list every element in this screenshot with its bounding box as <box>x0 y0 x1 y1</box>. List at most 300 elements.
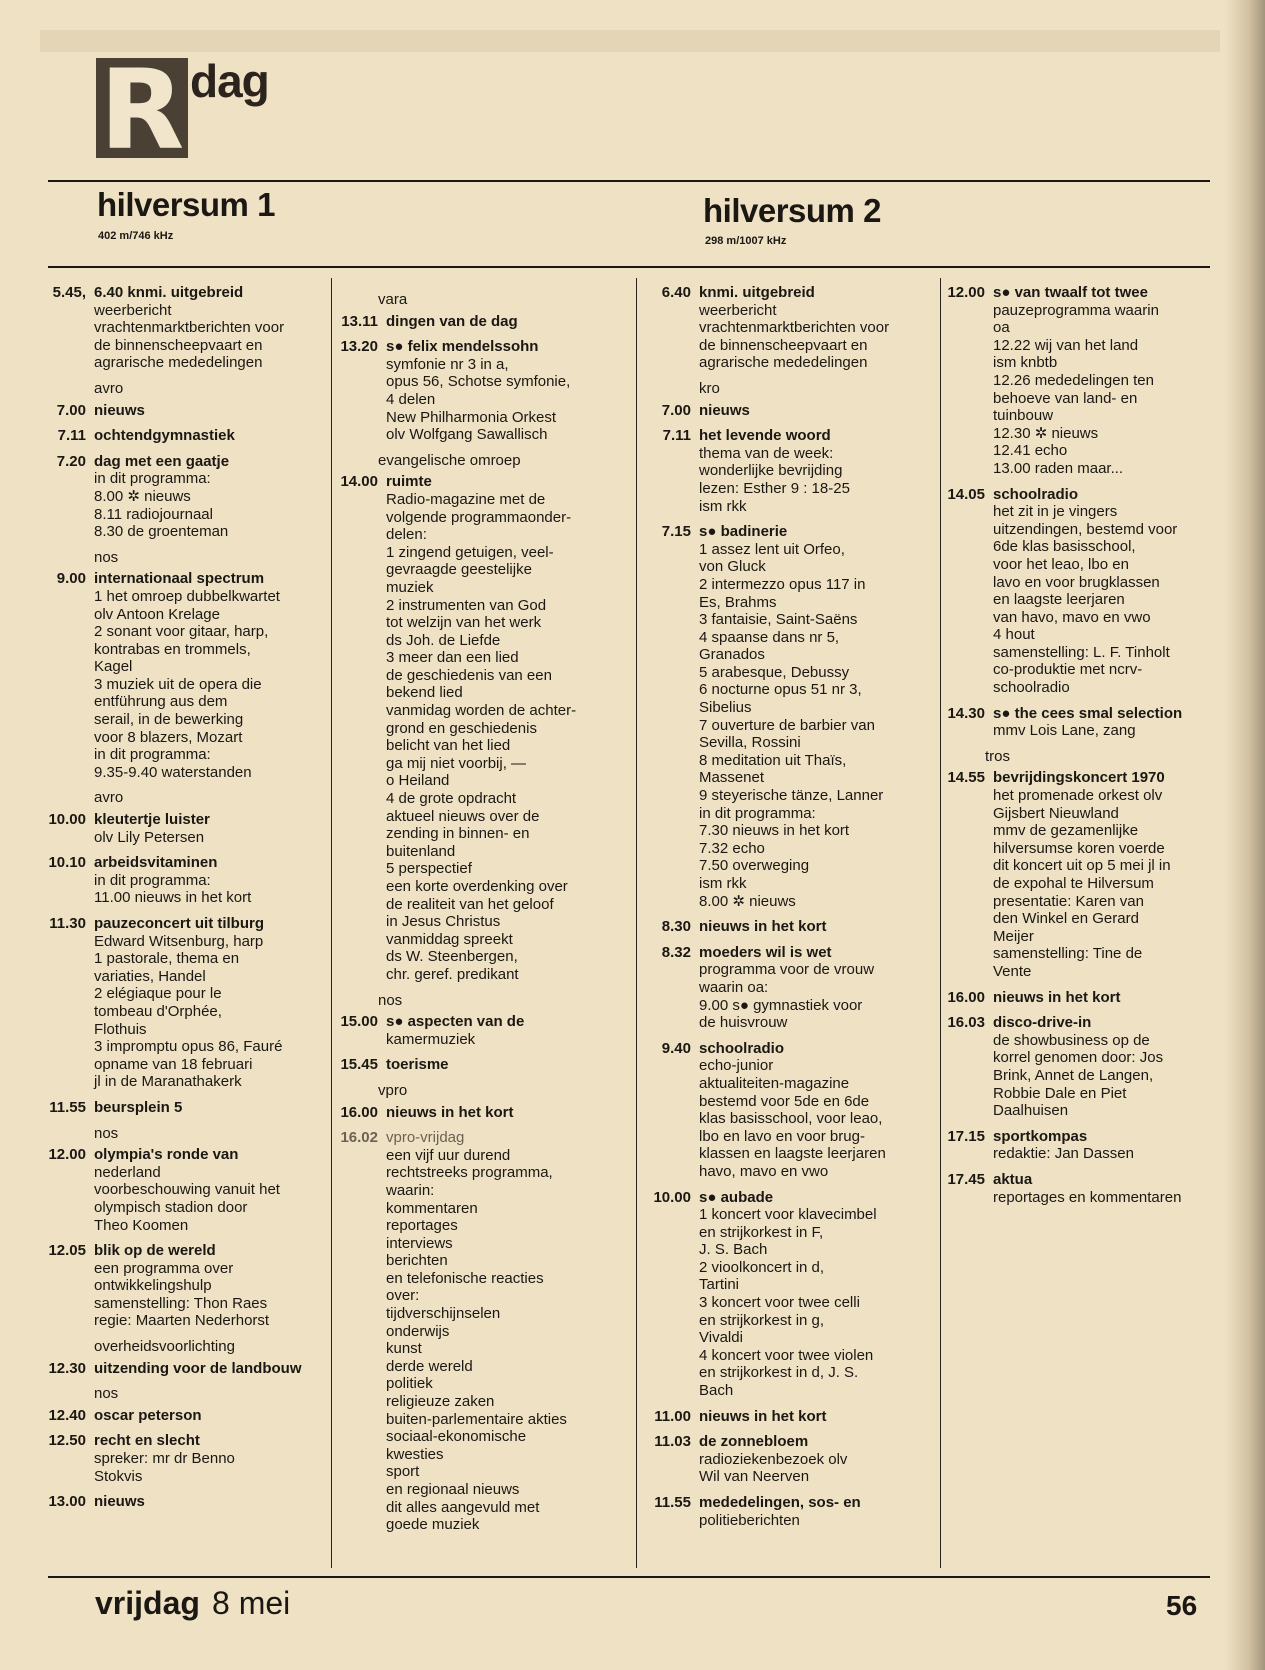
program-time: 12.05 <box>48 1242 86 1260</box>
schedule-column-3 <box>645 284 937 1537</box>
program-title: disco-drive-in <box>993 1014 1092 1032</box>
program-time: 8.30 <box>661 918 691 936</box>
program-title: dingen van de dag <box>386 312 518 330</box>
program-body <box>699 1408 937 1426</box>
program-detail: Flothuis <box>94 1020 147 1038</box>
program-body <box>94 402 326 420</box>
program-time: 11.00 <box>654 1407 691 1425</box>
program-detail: 2 vioolkoncert in d, <box>699 1258 825 1276</box>
station-title-1: hilversum 1 <box>97 186 275 223</box>
program-detail: Vente <box>993 962 1032 980</box>
program-entry <box>945 989 1235 1007</box>
station-title-2: hilversum 2 <box>703 192 881 229</box>
program-detail: klassen en laagste leerjaren <box>699 1145 886 1163</box>
program-detail: de expohal te Hilversum <box>993 875 1154 892</box>
program-body <box>94 811 326 846</box>
program-detail: Vivaldi <box>699 1329 743 1347</box>
program-detail: samenstelling: Tine de <box>993 945 1143 963</box>
program-detail: opus 56, Schotse symfonie, <box>386 373 571 391</box>
program-detail: programma voor de vrouw <box>699 961 875 979</box>
program-title: nieuws <box>94 401 145 419</box>
program-time: 8.32 <box>661 943 691 961</box>
program-detail: vanmiddag spreekt <box>386 930 513 948</box>
program-entry <box>945 1128 1235 1163</box>
program-detail: de realiteit van het geloof <box>386 895 554 913</box>
program-detail: entführung aus dem <box>94 693 228 711</box>
program-time: 7.15 <box>661 523 691 541</box>
page-number: 56 <box>1166 1590 1198 1621</box>
program-body <box>386 1056 624 1074</box>
program-detail: Wil van Neerven <box>699 1468 810 1486</box>
program-detail: vrachtenmarktberichten voor <box>94 319 285 337</box>
program-detail: weerbericht <box>699 301 777 319</box>
program-entry <box>40 284 326 372</box>
program-body <box>699 944 937 1032</box>
program-detail: 7.32 echo <box>699 839 765 857</box>
program-detail: 8.00 ✲ nieuws <box>699 892 796 910</box>
program-detail: behoeve van land- en <box>993 389 1138 407</box>
program-title: internationaal spectrum <box>94 570 265 588</box>
program-time: 16.00 <box>340 1103 378 1121</box>
program-body <box>993 1014 1235 1120</box>
program-detail: Brink, Annet de Langen, <box>993 1066 1154 1084</box>
program-detail: goede muziek <box>386 1516 480 1534</box>
program-detail: in dit programma: <box>94 746 211 764</box>
program-detail: een programma over <box>94 1259 234 1277</box>
program-title: ruimte <box>386 473 432 491</box>
program-entry <box>645 1040 937 1181</box>
program-detail: Tartini <box>699 1276 740 1294</box>
program-body <box>993 486 1235 697</box>
program-entry <box>645 944 937 1032</box>
program-body <box>993 769 1235 980</box>
program-body <box>993 1171 1235 1206</box>
column-separator <box>940 278 941 1568</box>
program-title: nieuws in het kort <box>993 988 1121 1006</box>
program-title: ochtendgymnastiek <box>94 427 235 445</box>
program-body <box>993 989 1235 1007</box>
program-detail: oa <box>993 319 1010 337</box>
program-detail: zending in binnen- en <box>386 825 530 843</box>
program-entry <box>40 915 326 1091</box>
program-detail: chr. geref. predikant <box>386 965 519 983</box>
program-detail: o Heiland <box>386 772 450 790</box>
program-detail: redaktie: Jan Dassen <box>993 1145 1134 1163</box>
program-entry <box>40 427 326 445</box>
program-detail: reportages en kommentaren <box>993 1188 1182 1206</box>
program-detail: wonderlijke bevrijding <box>699 462 843 480</box>
program-title: toerisme <box>386 1056 449 1074</box>
program-detail: 2 intermezzo opus 117 in <box>699 575 866 593</box>
program-detail: New Philharmonia Orkest <box>386 408 557 426</box>
program-detail: Stokvis <box>94 1467 143 1485</box>
program-entry <box>338 1104 624 1122</box>
program-body <box>386 338 624 444</box>
program-body <box>386 1129 624 1534</box>
program-detail: politieberichten <box>699 1511 800 1529</box>
program-detail: ism rkk <box>699 875 747 892</box>
program-title: olympia's ronde van <box>94 1146 239 1164</box>
program-detail: de huisvrouw <box>699 1014 788 1032</box>
program-detail: bestemd voor 5de en 6de <box>699 1092 870 1110</box>
program-entry <box>945 284 1235 478</box>
footer-date: 8 mei <box>212 1585 291 1621</box>
program-title: knmi. uitgebreid <box>699 284 815 301</box>
program-time: 12.50 <box>48 1432 86 1450</box>
program-detail: aktualiteiten-magazine <box>699 1074 850 1092</box>
program-title: s● felix mendelssohn <box>386 338 539 356</box>
program-detail: Radio-magazine met de <box>386 490 546 508</box>
program-detail: Robbie Dale en Piet <box>993 1084 1127 1102</box>
program-body <box>699 1494 937 1529</box>
program-entry <box>40 811 326 846</box>
program-detail: regie: Maarten Nederhorst <box>94 1312 270 1330</box>
program-detail: spreker: mr dr Benno <box>94 1450 235 1468</box>
program-detail: 2 sonant voor gitaar, harp, <box>94 623 269 641</box>
program-entry <box>945 486 1235 697</box>
program-detail: 6 nocturne opus 51 nr 3, <box>699 681 862 699</box>
program-detail: tot welzijn van het werk <box>386 614 542 632</box>
program-entry <box>645 523 937 910</box>
broadcaster-label: tros <box>985 747 1011 765</box>
program-time: 14.05 <box>947 485 985 503</box>
program-title: dag met een gaatje <box>94 452 230 470</box>
program-detail: echo-junior <box>699 1057 774 1075</box>
program-body <box>993 705 1235 740</box>
program-entry <box>40 854 326 907</box>
program-detail: thema van de week: <box>699 444 834 462</box>
program-detail: belicht van het lied <box>386 737 511 755</box>
program-entry <box>945 705 1235 740</box>
program-title: de zonnebloem <box>699 1433 809 1451</box>
program-detail: serail, in de bewerking <box>94 711 244 729</box>
program-detail: 9.35-9.40 waterstanden <box>94 763 252 781</box>
program-time: 13.11 <box>341 312 378 330</box>
program-detail: van havo, mavo en vwo <box>993 608 1151 626</box>
broadcaster-label: nos <box>94 1385 119 1403</box>
program-detail: de binnenscheepvaart en <box>699 336 868 354</box>
program-detail: 4 hout <box>993 626 1035 644</box>
program-detail: en telefonische reacties <box>386 1269 544 1287</box>
program-title: schoolradio <box>993 485 1079 503</box>
program-entry <box>40 1432 326 1485</box>
program-detail: pauzeprogramma waarin <box>993 301 1159 319</box>
program-detail: vanmidag worden de achter- <box>386 702 577 720</box>
logo-letter: R <box>99 58 185 158</box>
program-title: nieuws in het kort <box>699 918 827 936</box>
program-entry <box>40 402 326 420</box>
program-time: 12.40 <box>48 1406 86 1424</box>
program-detail: kwesties <box>386 1445 444 1463</box>
program-entry <box>338 313 624 331</box>
program-entry <box>645 284 937 372</box>
program-body <box>993 1128 1235 1163</box>
program-time: 15.00 <box>340 1013 378 1031</box>
program-detail: ds W. Steenbergen, <box>386 948 518 966</box>
program-detail: voorbeschouwing vanuit het <box>94 1181 280 1199</box>
program-entry <box>40 1407 326 1425</box>
program-detail: 1 koncert voor klavecimbel <box>699 1206 877 1224</box>
program-body <box>699 523 937 910</box>
program-detail: 9 steyerische tänze, Lanner <box>699 787 884 805</box>
footer-rule <box>48 1576 1210 1578</box>
program-entry <box>338 1013 624 1048</box>
program-time: 14.30 <box>947 704 985 722</box>
broadcaster-label: vpro <box>378 1081 408 1099</box>
program-body <box>94 1493 326 1511</box>
program-detail: 7 ouverture de barbier van <box>699 716 875 734</box>
program-detail: 7.30 nieuws in het kort <box>699 822 850 840</box>
program-detail: derde wereld <box>386 1357 473 1375</box>
program-title: vpro-vrijdag <box>386 1129 465 1147</box>
section-logo <box>96 58 188 158</box>
program-body <box>94 1360 326 1378</box>
program-time: 12.00 <box>48 1146 86 1164</box>
program-detail: samenstelling: L. F. Tinholt <box>993 643 1170 661</box>
program-detail: weerbericht <box>94 301 172 319</box>
schedule-column-4 <box>945 284 1235 1214</box>
program-time: 15.45 <box>340 1056 378 1074</box>
program-detail: kommentaren <box>386 1199 478 1217</box>
program-entry <box>338 1056 624 1074</box>
program-detail: 12.22 wij van het land <box>993 336 1139 354</box>
program-detail: 1 pastorale, thema en <box>94 950 240 968</box>
program-detail: Sevilla, Rossini <box>699 734 801 752</box>
program-detail: kontrabas en trommels, <box>94 640 251 658</box>
program-body <box>94 1099 326 1117</box>
header-rule <box>48 266 1210 268</box>
program-title: nieuws in het kort <box>699 1407 827 1425</box>
program-detail: kamermuziek <box>386 1030 476 1048</box>
program-detail: 2 instrumenten van God <box>386 596 547 614</box>
program-time: 12.00 <box>947 284 985 301</box>
logo-word: dag <box>190 55 269 107</box>
program-detail: buitenland <box>386 842 456 860</box>
program-detail: co-produktie met ncrv- <box>993 661 1143 679</box>
program-detail: korrel genomen door: Jos <box>993 1049 1164 1067</box>
program-detail: opname van 18 februari <box>94 1055 253 1073</box>
program-detail: interviews <box>386 1234 453 1252</box>
program-detail: dit koncert uit op 5 mei jl in <box>993 857 1171 875</box>
program-title: nieuws <box>94 1493 145 1511</box>
program-detail: onderwijs <box>386 1322 450 1340</box>
program-time: 17.45 <box>947 1170 985 1188</box>
program-time: 11.03 <box>654 1433 691 1451</box>
program-title: pauzeconcert uit tilburg <box>94 915 265 932</box>
program-title: nieuws in het kort <box>386 1103 514 1121</box>
program-detail: een vijf uur durend <box>386 1146 511 1164</box>
program-title: blik op de wereld <box>94 1242 216 1260</box>
program-title: nieuws <box>699 401 750 419</box>
program-detail: het zit in je vingers <box>993 503 1118 521</box>
program-detail: havo, mavo en vwo <box>699 1162 829 1180</box>
program-title: beursplein 5 <box>94 1098 183 1116</box>
program-entry <box>945 1171 1235 1206</box>
program-time: 10.00 <box>48 811 86 829</box>
program-detail: in dit programma: <box>94 871 211 889</box>
station-freq-1: 402 m/746 kHz <box>98 230 174 242</box>
program-detail: 3 meer dan een lied <box>386 649 519 667</box>
program-title: s● badinerie <box>699 523 788 541</box>
program-detail: 8 meditation uit Thaïs, <box>699 751 847 769</box>
program-entry <box>645 1494 937 1529</box>
program-detail: 11.00 nieuws in het kort <box>94 889 252 907</box>
program-entry <box>338 1129 624 1534</box>
program-entry <box>645 1433 937 1486</box>
schedule-column-2 <box>338 284 624 1542</box>
program-time: 10.10 <box>48 854 86 872</box>
program-detail: 4 koncert voor twee violen <box>699 1346 874 1364</box>
program-body <box>94 1407 326 1425</box>
program-detail: 2 elégiaque pour le <box>94 985 222 1003</box>
program-detail: 9.00 s● gymnastiek voor <box>699 996 863 1014</box>
program-detail: olympisch stadion door <box>94 1198 248 1216</box>
program-title: 6.40 knmi. uitgebreid <box>94 284 244 301</box>
program-detail: von Gluck <box>699 558 766 576</box>
program-time: 9.40 <box>661 1039 691 1057</box>
program-time: 11.30 <box>49 915 86 932</box>
program-detail: 6de klas basisschool, <box>993 538 1136 556</box>
program-time: 12.30 <box>48 1359 86 1377</box>
program-detail: waarin oa: <box>699 978 769 996</box>
program-detail: olv Antoon Krelage <box>94 605 220 623</box>
station-freq-2: 298 m/1007 kHz <box>705 235 787 247</box>
program-detail: ism rkk <box>699 497 747 515</box>
program-body <box>699 402 937 420</box>
column-separator <box>636 278 637 1568</box>
program-detail: een korte overdenking over <box>386 878 568 895</box>
program-time: 11.55 <box>654 1494 691 1511</box>
program-detail: mmv de gezamenlijke <box>993 822 1139 840</box>
program-detail: 5 perspectief <box>386 860 472 878</box>
program-detail: tijdverschijnselen <box>386 1305 501 1323</box>
program-detail: in Jesus Christus <box>386 913 501 931</box>
program-detail: uitzendingen, bestemd voor <box>993 520 1178 538</box>
schedule-column-1 <box>40 284 326 1519</box>
program-time: 10.00 <box>653 1188 691 1206</box>
program-entry <box>645 918 937 936</box>
program-entry <box>40 1099 326 1117</box>
program-detail: 3 fantaisie, Saint-Saëns <box>699 611 858 629</box>
program-detail: presentatie: Karen van <box>993 892 1144 910</box>
program-detail: bekend lied <box>386 684 463 702</box>
program-detail: 4 spaanse dans nr 5, <box>699 628 840 646</box>
program-detail: 3 muziek uit de opera die <box>94 675 262 693</box>
program-detail: lavo en voor brugklassen <box>993 573 1160 591</box>
program-entry <box>40 1146 326 1234</box>
program-time: 16.03 <box>947 1014 985 1032</box>
program-detail: volgende programmaonder- <box>386 508 572 526</box>
program-time: 7.00 <box>661 401 691 419</box>
program-body <box>386 473 624 983</box>
program-detail: de showbusiness op de <box>993 1031 1150 1049</box>
program-detail: Sibelius <box>699 699 752 717</box>
program-time: 17.15 <box>947 1127 985 1145</box>
program-detail: 12.30 ✲ nieuws <box>993 424 1099 442</box>
program-detail: ontwikkelingshulp <box>94 1277 212 1295</box>
program-entry <box>40 453 326 541</box>
program-entry <box>645 427 937 515</box>
footer-day: vrijdag <box>95 1585 200 1621</box>
program-detail: de geschiedenis van een <box>386 666 552 684</box>
program-detail: 3 koncert voor twee celli <box>699 1294 860 1312</box>
program-detail: sociaal-ekonomische <box>386 1428 527 1446</box>
program-detail: 3 impromptu opus 86, Fauré <box>94 1038 283 1056</box>
broadcaster-label: evangelische omroep <box>378 451 521 469</box>
program-detail: grond en geschiedenis <box>386 719 537 737</box>
program-detail: rechtstreeks programma, <box>386 1164 553 1182</box>
program-detail: hilversumse koren voerde <box>993 839 1165 857</box>
program-detail: reportages <box>386 1217 458 1235</box>
program-detail: gevraagde geestelijke <box>386 561 532 579</box>
program-detail: Granados <box>699 646 765 664</box>
program-time: 9.00 <box>56 570 86 588</box>
program-body <box>386 1013 624 1048</box>
program-detail: Kagel <box>94 658 133 676</box>
program-detail: ga mij niet voorbij, — <box>386 754 527 772</box>
program-title: s● aubade <box>699 1188 774 1206</box>
program-entry <box>945 1014 1235 1120</box>
program-detail: Bach <box>699 1382 734 1400</box>
program-body <box>699 1189 937 1400</box>
program-body <box>699 284 937 372</box>
program-detail: ds Joh. de Liefde <box>386 631 501 649</box>
program-title: oscar peterson <box>94 1406 202 1424</box>
program-entry <box>40 1493 326 1511</box>
program-detail: kunst <box>386 1340 422 1358</box>
broadcaster-label: nos <box>378 991 403 1009</box>
program-body <box>699 1040 937 1181</box>
program-detail: 4 de grote opdracht <box>386 790 517 808</box>
program-detail: Theo Koomen <box>94 1216 189 1234</box>
program-time: 6.40 <box>661 284 691 301</box>
program-body <box>386 1104 624 1122</box>
program-title: aktua <box>993 1170 1033 1188</box>
program-detail: het promenade orkest olv <box>993 787 1163 805</box>
program-time: 13.20 <box>340 338 378 356</box>
program-entry <box>945 769 1235 980</box>
program-title: s● van twaalf tot twee <box>993 284 1148 301</box>
program-body <box>94 1242 326 1330</box>
program-detail: berichten <box>386 1252 448 1270</box>
program-detail: Massenet <box>699 769 765 787</box>
program-time: 7.11 <box>662 427 691 445</box>
program-body <box>386 313 624 331</box>
program-detail: 1 assez lent uit Orfeo, <box>699 540 845 558</box>
program-entry <box>645 1189 937 1400</box>
program-title: kleutertje luister <box>94 811 210 829</box>
program-detail: jl in de Maranathakerk <box>94 1073 242 1091</box>
program-detail: muziek <box>386 578 434 596</box>
program-time: 5.45, <box>52 284 86 301</box>
page-top-strip <box>40 30 1220 52</box>
program-detail: tombeau d'Orphée, <box>94 1002 222 1020</box>
program-entry <box>338 338 624 444</box>
program-detail: Daalhuisen <box>993 1102 1069 1120</box>
program-detail: den Winkel en Gerard <box>993 910 1139 928</box>
program-body <box>94 284 326 372</box>
program-detail: ism knbtb <box>993 354 1058 372</box>
program-detail: tuinbouw <box>993 407 1054 425</box>
program-detail: mmv Lois Lane, zang <box>993 722 1136 740</box>
program-detail: agrarische mededelingen <box>94 354 263 372</box>
program-entry <box>645 402 937 420</box>
program-detail: agrarische mededelingen <box>699 354 868 372</box>
program-body <box>94 427 326 445</box>
program-time: 16.00 <box>947 988 985 1006</box>
program-detail: politiek <box>386 1375 433 1393</box>
program-detail: dit alles aangevuld met <box>386 1498 540 1516</box>
